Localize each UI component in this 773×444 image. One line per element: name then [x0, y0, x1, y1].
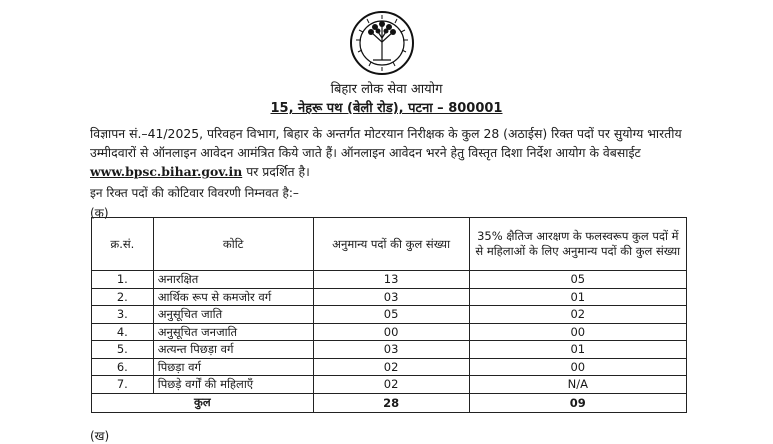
header-category: कोटि	[153, 218, 313, 271]
table-header-row	[92, 218, 687, 271]
cell-posts: 00	[313, 323, 469, 341]
section-label-b: (ख)	[90, 429, 110, 443]
total-label: कुल	[92, 393, 314, 412]
commission-name: बिहार लोक सेवा आयोग	[330, 82, 443, 97]
cell-women: 00	[469, 358, 686, 376]
cell-women: 01	[469, 341, 686, 359]
cell-posts: 02	[313, 376, 469, 394]
cell-category: अनारक्षित	[153, 271, 313, 289]
table-row	[92, 288, 687, 306]
cell-sno: 2.	[92, 288, 154, 306]
header-women-posts: 35% क्षैतिज आरक्षण के फलस्वरूप कुल पदों में से महिलाओं के लिए अनुमान्य पदों की कुल संख्या	[469, 218, 686, 271]
cell-sno: 6.	[92, 358, 154, 376]
cell-sno: 5.	[92, 341, 154, 359]
table-row	[92, 376, 687, 394]
cell-category: आर्थिक रूप से कमजोर वर्ग	[153, 288, 313, 306]
cell-women: N/A	[469, 376, 686, 394]
cell-posts: 03	[313, 341, 469, 359]
paragraph-text-2: पर प्रदर्शित है।	[242, 164, 310, 179]
advertisement-paragraph	[90, 124, 690, 181]
cell-category: अत्यन्त पिछड़ा वर्ग	[153, 341, 313, 359]
table-row	[92, 358, 687, 376]
cell-women: 05	[469, 271, 686, 289]
cell-posts: 03	[313, 288, 469, 306]
commission-address	[0, 98, 773, 116]
cell-category: पिछड़े वर्गों की महिलाएँ	[153, 376, 313, 394]
cell-posts: 13	[313, 271, 469, 289]
address-text: 15, नेहरू पथ (बेली रोड), पटना – 800001	[270, 101, 503, 116]
table-total-row	[92, 393, 687, 412]
header-sno: क्र.सं.	[92, 218, 154, 271]
cell-posts: 05	[313, 306, 469, 324]
total-women: 09	[469, 393, 686, 412]
total-posts: 28	[313, 393, 469, 412]
vacancy-table	[91, 217, 687, 413]
table-row	[92, 306, 687, 324]
cell-category: अनुसूचित जाति	[153, 306, 313, 324]
cell-women: 00	[469, 323, 686, 341]
cell-women: 01	[469, 288, 686, 306]
section-label-a: (क)	[90, 206, 109, 220]
cell-sno: 1.	[92, 271, 154, 289]
table-row	[92, 323, 687, 341]
paragraph-text-1: विज्ञापन सं.–41/2025, परिवहन विभाग, बिहार के अन्तर्गत मोटरयान निरीक्षक के कुल 28 (अठाईस) रिक्त पदों पर सुयोग्य भारतीय उम्मीदवारों से ऑनलाइन आवेदन आमंत्रित किये जाते हैं। ऑनलाइन आवेदन भरने हेतु विस्तृत दिशा निर्देश आयोग के वेबसाईट	[90, 126, 682, 160]
cell-sno: 3.	[92, 306, 154, 324]
category-intro: इन रिक्त पदों की कोटिवार विवरणी निम्नवत है:–	[90, 186, 299, 200]
table-row	[92, 271, 687, 289]
cell-category: पिछड़ा वर्ग	[153, 358, 313, 376]
cell-category: अनुसूचित जनजाति	[153, 323, 313, 341]
header-posts: अनुमान्य पदों की कुल संख्या	[313, 218, 469, 271]
table-row	[92, 341, 687, 359]
website-link[interactable]: www.bpsc.bihar.gov.in	[90, 164, 243, 179]
cell-sno: 4.	[92, 323, 154, 341]
cell-women: 02	[469, 306, 686, 324]
cell-sno: 7.	[92, 376, 154, 394]
cell-posts: 02	[313, 358, 469, 376]
bpsc-emblem	[349, 10, 415, 76]
